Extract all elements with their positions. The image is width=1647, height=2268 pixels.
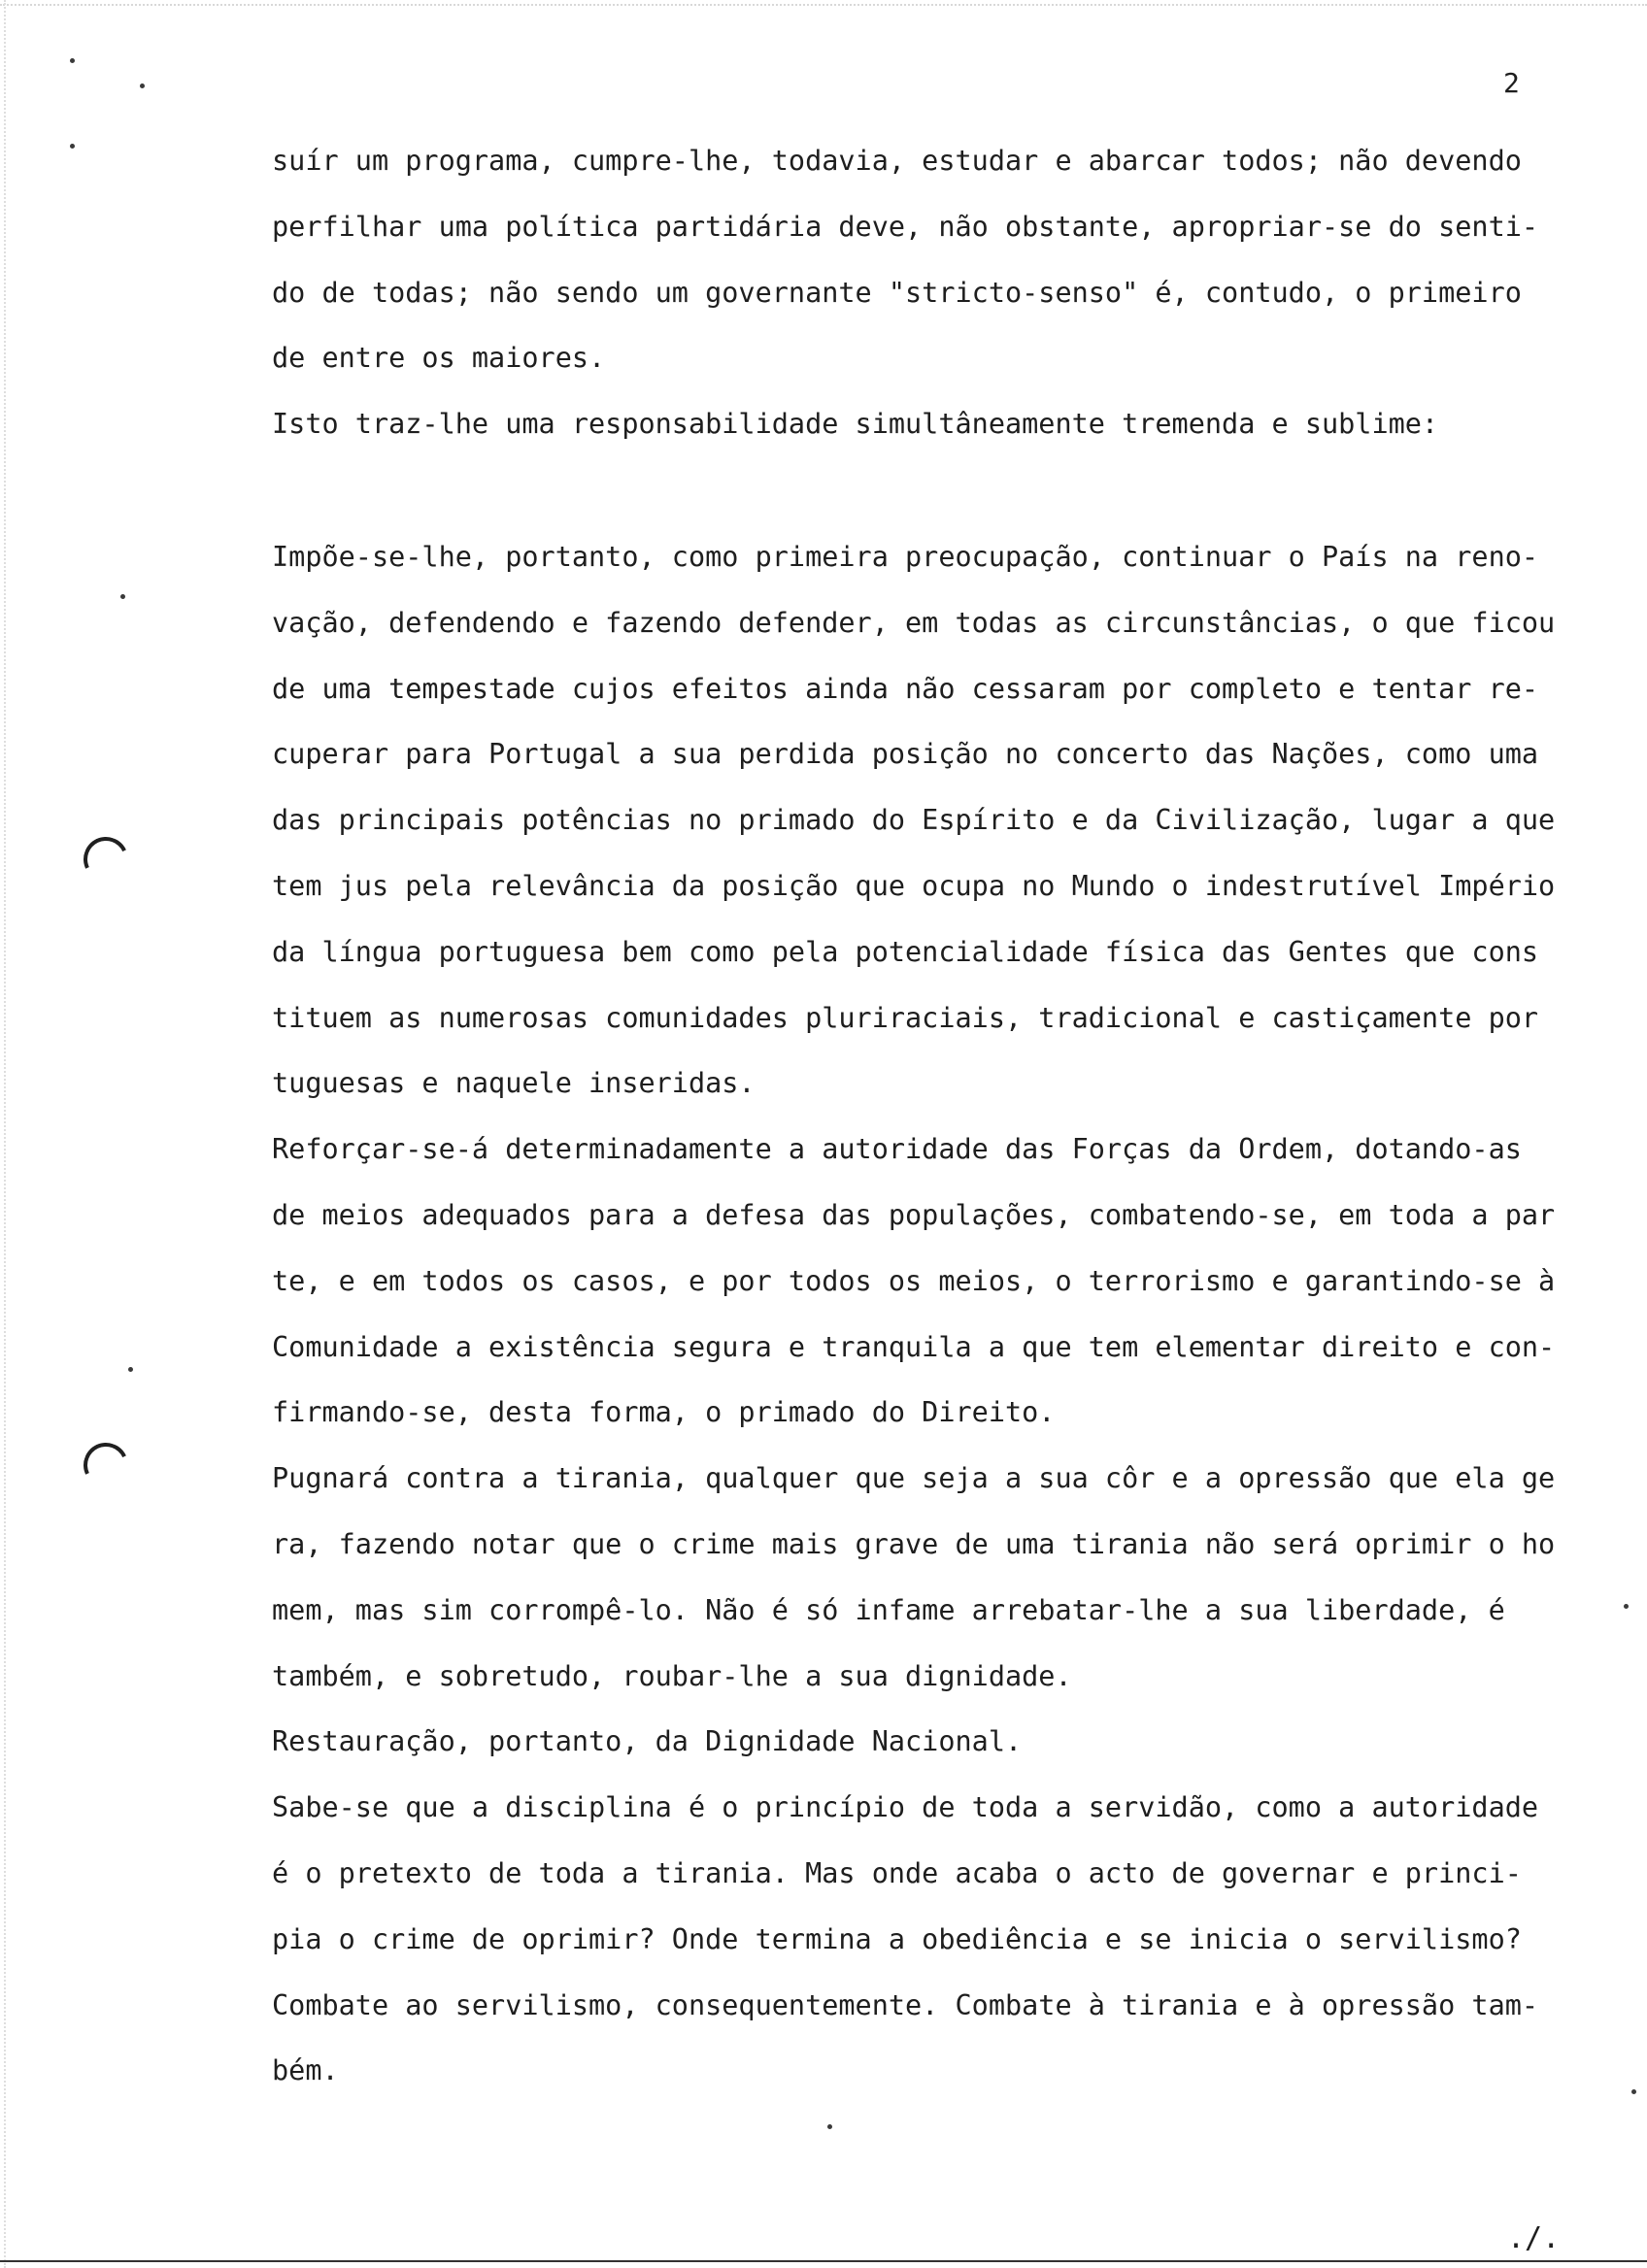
text-line: Combate ao servilismo, consequentemente. Combate à tirania e à opressão tam- [272,1988,1539,2021]
scan-bottom-edge [0,2260,1647,2262]
text-line: te, e em todos os casos, e por todos os meios, o terrorismo e garantindo-se à [272,1264,1556,1297]
scan-speck [70,144,75,149]
text-line: Impõe-se-lhe, portanto, como primeira preocupação, continuar o País na reno- [272,541,1539,573]
text-line: tuguesas e naquele inseridas. [272,1067,756,1100]
punch-hole-mark-upper [78,831,135,888]
text-line: Sabe-se que a disciplina é o princípio de toda a servidão, como a autoridade [272,1791,1539,1824]
text-line: Pugnará contra a tirania, qualquer que seja a sua côr e a opressão que ela ge [272,1462,1556,1495]
text-line: pia o crime de oprimir? Onde termina a obediência e se inicia o servilismo? [272,1922,1522,1955]
scan-speck [120,594,125,599]
punch-hole-mark-lower [78,1437,135,1494]
text-line: de uma tempestade cujos efeitos ainda não cessaram por completo e tentar re- [272,672,1539,705]
text-line: de meios adequados para a defesa das populações, combatendo-se, em toda a par [272,1198,1556,1231]
page-number: 2 [1503,67,1520,99]
scan-speck [140,83,145,88]
scan-speck [827,2124,832,2129]
text-line: vação, defendendo e fazendo defender, em todas as circunstâncias, o que ficou [272,606,1556,639]
text-line: das principais potências no primado do Espírito e da Civilização, lugar a que [272,804,1556,837]
text-line: perfilhar uma política partidária deve, não obstante, apropriar-se do senti- [272,210,1539,243]
text-line: Comunidade a existência segura e tranquila a que tem elementar direito e con- [272,1330,1556,1363]
text-line: é o pretexto de toda a tirania. Mas onde acaba o acto de governar e princi- [272,1856,1522,1889]
text-line: cuperar para Portugal a sua perdida posição no concerto das Nações, como uma [272,738,1539,771]
text-line: Isto traz-lhe uma responsabilidade simultâneamente tremenda e sublime: [272,408,1439,441]
text-line: Restauração, portanto, da Dignidade Nacional. [272,1725,1023,1758]
text-line: da língua portuguesa bem como pela potencialidade física das Gentes que cons [272,935,1539,968]
scan-top-edge [0,4,1647,8]
text-line: tituem as numerosas comunidades pluriraciais, tradicional e castiçamente por [272,1001,1539,1034]
paragraph-intro [272,128,1539,457]
scan-speck [1624,1604,1629,1609]
scan-speck [128,1367,133,1372]
text-line: suír um programa, cumpre-lhe, todavia, estudar e abarcar todos; não devendo [272,145,1522,177]
text-line: do de todas; não sendo um governante "stricto-senso" é, contudo, o primeiro [272,276,1522,309]
text-line: tem jus pela relevância da posição que ocupa no Mundo o indestrutível Império [272,869,1556,902]
paragraph-body [272,524,1556,2104]
text-line: de entre os maiores. [272,342,606,375]
continuation-mark: ./. [1507,2221,1561,2255]
text-line: bém. [272,2054,339,2087]
text-line: ra, fazendo notar que o crime mais grave de uma tirania não será oprimir o ho [272,1527,1556,1560]
text-line: Reforçar-se-á determinadamente a autoridade das Forças da Ordem, dotando-as [272,1133,1522,1166]
scan-speck [70,58,75,63]
scan-speck [1631,2089,1636,2094]
text-line: mem, mas sim corrompê-lo. Não é só infame arrebatar-lhe a sua liberdade, é [272,1593,1505,1626]
scan-left-edge [4,0,8,2268]
text-line: também, e sobretudo, roubar-lhe a sua dignidade. [272,1659,1072,1692]
text-line: firmando-se, desta forma, o primado do Direito. [272,1396,1056,1429]
